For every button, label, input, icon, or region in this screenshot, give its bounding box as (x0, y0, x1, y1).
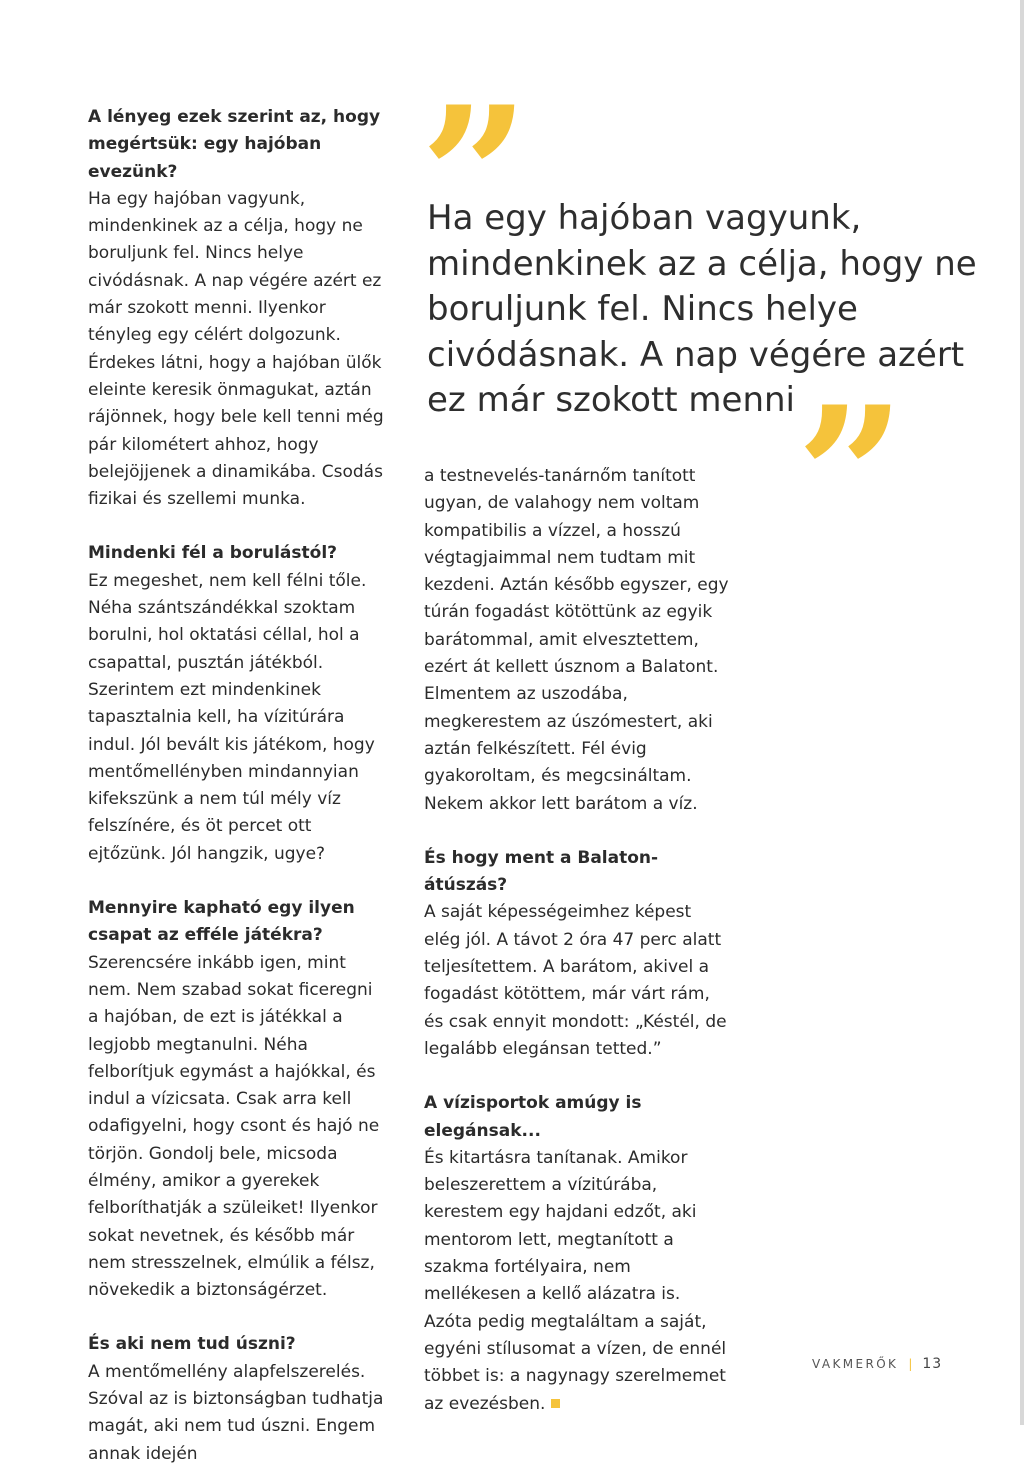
answer-paragraph: Ha egy hajóban vagyunk, mindenkinek az a célja, hogy ne boruljunk fel. Nincs helye civódásnak. A nap végére azért ez már szokott menni. Ilyenkor tényleg egy célért dolgozunk. Érdekes látni, hogy a hajóban ülők eleinte keresik önmagukat, aztán rájönnek, hogy bele kell tenni még pár kilométert ahhoz, hogy belejöjjenek a dinamikába. Csodás fizikai és szellemi munka. (88, 188, 384, 510)
question-heading: És hogy ment a Balaton-átúszás? (424, 847, 659, 896)
page-edge (1020, 0, 1024, 1425)
answer-paragraph: a testnevelés-tanárnőm tanított ugyan, de valahogy nem voltam kompatibilis a vízzel, a hosszú végtagjaimmal nem tudtam mit kezdeni. Aztán később egyszer, egy túrán fogadást kötöttünk az egyik barátommal, amit elvesztettem, ezért át kellett úsznom a Balatont. Elmentem az uszodába, megkerestem az úszómestert, aki aztán felkészített. Fél évig gyakoroltam, és megcsináltam. Nekem akkor lett barátom a víz. (424, 466, 729, 814)
question-heading: Mennyire kapható egy ilyen csapat az efféle játékra? (88, 898, 355, 946)
footer-separator: | (908, 1357, 913, 1371)
end-mark-icon (551, 1399, 560, 1408)
answer-paragraph: Szerencsére inkább igen, mint nem. Nem szabad sokat ficeregni a hajóban, de ezt is játékkal a legjobb megtanulni. Néha felborítjuk egymást a hajókkal, és indul a vízicsata. Csak arra kell odafigyelni, hogy csont és hajó ne törjön. Gondolj bele, micsoda élmény, amikor a gyerekek felboríthatják a szüleiket! Ilyenkor sokat nevetnek, és később már nem stresszelnek, elmúlik a félsz, növekedik a biztonságérzet. (88, 952, 380, 1301)
pull-quote: Ha egy hajóban vagyunk, mindenkinek az a célja, hogy ne boruljunk fel. Nincs helye civódásnak. A nap végére azért ez már szokott menni (427, 198, 977, 420)
question-heading: A vízisportok amúgy is elegánsak... (424, 1093, 642, 1141)
answer-text: És kitartásra tanítanak. Amikor beleszerettem a vízitúrába, kerestem egy hajdani edzőt, aki mentorom lett, megtanított a szakma fortélyaira, nem mellékesen a kellő alázatra is. Azóta pedig megtaláltam a saját, egyéni stílusomat a vízen, de ennél többet is: a nagynagy szerelmemet az evezésben. (424, 1147, 727, 1414)
section-name: VAKMERŐK (812, 1357, 899, 1371)
answer-paragraph (424, 1145, 729, 1418)
page-number: 13 (922, 1356, 943, 1372)
question-heading: Mindenki fél a borulástól? (88, 543, 338, 564)
quote-open-icon: ” (420, 65, 512, 288)
answer-paragraph: Ez megeshet, nem kell félni tőle. Néha szántszándékkal szoktam borulni, hol oktatási céllal, hol a csapattal, pusztán játékból. Szerintem ezt mindenkinek tapasztalnia kell, ha vízitúrára indul. Jól bevált kis játékom, hogy mentőmellényben mindannyian kifekszünk a nem túl mély víz felszínére, és öt percet ott ejtőzünk. Jól hangzik, ugye? (88, 570, 375, 864)
right-column (424, 463, 729, 1418)
left-column (88, 104, 388, 1468)
answer-paragraph: A saját képességeimhez képest elég jól. A távot 2 óra 47 perc alatt teljesítettem. A barátom, akivel a fogadást kötöttem, már várt rám, és csak ennyit mondott: „Késtél, de legalább elegánsan tetted.” (424, 902, 727, 1059)
answer-paragraph: A mentőmellény alapfelszerelés. Szóval az is biztonságban tudhatja magát, aki nem tud úszni. Engem annak idején (88, 1361, 384, 1464)
question-heading: A lényeg ezek szerint az, hogy megértsük: egy hajóban evezünk? (88, 107, 381, 182)
page-footer (812, 1356, 942, 1372)
question-heading: És aki nem tud úszni? (88, 1334, 296, 1355)
quote-close-icon: ” (796, 365, 888, 588)
